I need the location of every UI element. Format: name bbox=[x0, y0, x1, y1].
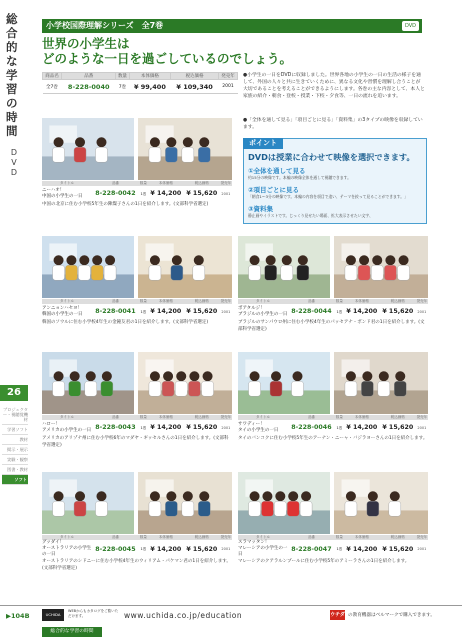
point-item bbox=[248, 204, 424, 219]
product-description: マレーシアのクアラルンプールに住む小学校5年のアミーラさんの1日を紹介します。 bbox=[238, 559, 410, 564]
set-year: 2001 bbox=[218, 80, 237, 94]
product-price: ¥ 14,200 bbox=[346, 545, 378, 553]
uchida-logo: UCHIDA bbox=[42, 609, 64, 621]
footer bbox=[0, 605, 462, 644]
side-menu-item[interactable]: 掲示・展示 bbox=[2, 445, 28, 455]
product-description: タイのバンコクに住む小学校5年生のアーナン・ニーャ・バジラヨーさんの1日を紹介します。 bbox=[238, 436, 428, 441]
series-description-note: ●「全体を通して見る」「項目ごとに見る」「資料集」の3タイプの映像を収録しています。 bbox=[243, 118, 423, 130]
product-title-line-2: 韓国の小学生の一日 bbox=[42, 311, 83, 317]
col-header-tax-price: 税込価格 bbox=[184, 415, 220, 420]
side-category-label bbox=[8, 148, 20, 178]
col-header-title: タイトル bbox=[42, 299, 92, 304]
col-header-year: 発売年 bbox=[218, 73, 237, 80]
product-photos bbox=[42, 236, 232, 298]
product-year: 2001 bbox=[417, 425, 427, 430]
point-item-title: ②項目ごとに見る bbox=[248, 186, 300, 194]
product-photos bbox=[238, 236, 428, 298]
product-year: 2001 bbox=[221, 547, 231, 551]
side-menu-item[interactable]: 図書・教材 bbox=[2, 465, 28, 475]
set-price: ¥ 99,400 bbox=[129, 80, 171, 94]
product-photos bbox=[42, 472, 232, 534]
table-row bbox=[42, 304, 232, 319]
col-header-price: 本体価格 bbox=[148, 535, 184, 540]
col-header-price: 本体価格 bbox=[344, 535, 380, 540]
title-line-2: どのような一日を過ごしているのでしょう。 bbox=[42, 51, 293, 66]
product-description: 中国の北京に住む小学校5年生の陳燦子さんの1日を紹介します。(文部科学省選定) bbox=[42, 202, 209, 207]
side-menu bbox=[2, 405, 28, 485]
page-title bbox=[42, 36, 292, 66]
product-title-line-2: ブラジルの小学生の一日 bbox=[238, 311, 288, 317]
col-header-year: 発売年 bbox=[220, 415, 232, 419]
side-title-char: 学 bbox=[6, 68, 18, 82]
table-row bbox=[42, 540, 232, 558]
product-photo bbox=[138, 236, 232, 298]
product-photo bbox=[42, 236, 134, 298]
product-qty: 1巻 bbox=[336, 547, 343, 551]
col-header-name: 商品名 bbox=[43, 73, 62, 80]
dvd-badge: DVD bbox=[402, 21, 419, 31]
product-photo bbox=[238, 352, 330, 414]
product-description: アメリカのアリゾナ州に住む小学校6年のマダヤ・ギッセルさんの1日を紹介します。(文部科学省選定) bbox=[42, 436, 229, 448]
side-title-char: 間 bbox=[6, 124, 18, 138]
col-header-price: 本体価格 bbox=[344, 415, 380, 420]
col-header-price: 本体価格 bbox=[129, 73, 171, 80]
side-menu-item[interactable]: ソフト bbox=[2, 475, 28, 485]
table-row bbox=[42, 420, 232, 435]
col-header-tax-price: 税込価格 bbox=[184, 299, 220, 304]
product-card bbox=[42, 236, 232, 327]
side-section-title bbox=[6, 12, 20, 138]
product-photo bbox=[238, 236, 330, 298]
product-title bbox=[238, 420, 288, 435]
product-title-line-1: ボアタルジ！ bbox=[238, 305, 265, 311]
point-item-desc: 約15分の映像です。本編の映像全体を通して視聴できます。 bbox=[248, 175, 351, 180]
product-code: 8-228-0047 bbox=[291, 545, 332, 553]
side-title-char: の bbox=[6, 96, 18, 110]
product-description: ブラジルのサンパウロ州に住む小学校4年生のパッセアナ・ボンド君の1日を紹介します。(文部科学省選定) bbox=[238, 320, 425, 332]
product-tax-price: ¥ 15,620 bbox=[186, 308, 218, 315]
product-title-line-1: グッダイ！ bbox=[42, 540, 65, 545]
col-header-tax-price: 税込価格 bbox=[380, 415, 416, 420]
product-photos bbox=[42, 352, 232, 414]
product-title-line-2: 中国の小学生の一日 bbox=[42, 193, 83, 199]
product-qty: 1巻 bbox=[140, 309, 147, 314]
product-photo bbox=[334, 236, 428, 298]
product-title bbox=[238, 540, 288, 558]
col-header-title: タイトル bbox=[238, 299, 288, 304]
product-price: ¥ 14,200 bbox=[150, 308, 182, 315]
col-header-title: タイトル bbox=[42, 415, 92, 420]
point-headline: DVDは授業に合わせて映像を選択できます。 bbox=[248, 152, 415, 162]
table-row bbox=[238, 420, 428, 435]
product-photo bbox=[42, 472, 134, 534]
product-year: 2001 bbox=[221, 191, 231, 196]
product-title-line-1: アンニョンハセヨ！ bbox=[42, 305, 83, 311]
side-title-char: 総 bbox=[6, 12, 18, 26]
col-header-price: 本体価格 bbox=[148, 299, 184, 304]
series-bar bbox=[42, 19, 422, 33]
product-qty: 1巻 bbox=[336, 425, 343, 430]
product-description: 韓国のソウルに住む小学校4年生の金鐘友君の1日を紹介します。(文部科学省選定) bbox=[42, 320, 209, 325]
side-title-char: 時 bbox=[6, 110, 18, 124]
product-description: オーストラリアのシドニーに住む小学校4年生のウィリアム・パケマン君の1日を紹介します。(文部科学省選定) bbox=[42, 559, 231, 571]
product-title-line-2: タイの小学生の一日 bbox=[238, 427, 279, 433]
point-item-title: ③資料集 bbox=[248, 205, 274, 213]
product-title-line-1: ニーハオ！ bbox=[42, 187, 65, 193]
product-price: ¥ 14,200 bbox=[150, 424, 182, 431]
side-menu-item[interactable]: 学習ソフト bbox=[2, 425, 28, 435]
col-header-tax-price: 税込価格 bbox=[380, 299, 416, 304]
product-tax-price: ¥ 15,620 bbox=[186, 545, 218, 553]
side-page-number: 26 bbox=[0, 385, 28, 401]
product-table bbox=[42, 535, 232, 558]
col-header-tax-price: 税込価格 bbox=[184, 181, 220, 186]
product-tax-price: ¥ 15,620 bbox=[186, 424, 218, 431]
product-price: ¥ 14,200 bbox=[150, 190, 182, 197]
product-code: 8-228-0043 bbox=[95, 424, 136, 431]
col-header-year: 発売年 bbox=[220, 535, 232, 539]
product-title bbox=[42, 304, 92, 319]
col-header-tax-price: 税込価格 bbox=[184, 535, 220, 540]
product-table bbox=[238, 415, 428, 435]
bellmark-text: の教育機器はベルマークで購入できます。 bbox=[348, 613, 435, 618]
product-year: 2001 bbox=[417, 547, 427, 551]
product-qty: 1巻 bbox=[336, 309, 343, 314]
product-year: 2001 bbox=[221, 425, 231, 430]
product-tax-price: ¥ 15,620 bbox=[382, 545, 414, 553]
col-header-price: 本体価格 bbox=[148, 181, 184, 186]
col-header-code: 品番 bbox=[288, 299, 335, 304]
product-tax-price: ¥ 15,620 bbox=[186, 190, 218, 197]
product-code: 8-228-0046 bbox=[291, 424, 332, 431]
point-item-desc: 「朝食1〜3分の映像です。本編の内容を項目で追い、テーマを絞って見ることができます。」 bbox=[248, 194, 408, 199]
product-code: 8-228-0045 bbox=[95, 545, 136, 553]
bellmark-badge: ウチダ bbox=[330, 612, 345, 618]
col-header-price: 本体価格 bbox=[148, 415, 184, 420]
table-row bbox=[238, 540, 428, 558]
point-item-title: ①全体を通して見る bbox=[248, 167, 306, 175]
table-row bbox=[42, 186, 232, 201]
col-header-code: 品番 bbox=[61, 73, 115, 80]
col-header-qty: 数量 bbox=[116, 73, 129, 80]
point-tab: ポイント bbox=[243, 138, 283, 149]
product-price: ¥ 14,200 bbox=[346, 424, 378, 431]
col-header-title: タイトル bbox=[42, 181, 92, 186]
product-price: ¥ 14,200 bbox=[346, 308, 378, 315]
product-price: ¥ 14,200 bbox=[150, 545, 182, 553]
col-header-tax-price: 税込価格 bbox=[171, 73, 219, 80]
product-title-line-1: スラマッタン！ bbox=[238, 540, 270, 545]
col-header-year: 発売年 bbox=[220, 181, 232, 185]
product-title-line-2: オーストラリアの小学生の一日 bbox=[42, 546, 92, 557]
product-card bbox=[42, 352, 232, 449]
product-card bbox=[238, 472, 428, 566]
product-card bbox=[42, 118, 232, 209]
product-table bbox=[42, 181, 232, 201]
col-header-title: タイトル bbox=[42, 535, 92, 540]
col-header-code: 品番 bbox=[288, 535, 335, 540]
product-card bbox=[42, 472, 232, 572]
product-qty: 1巻 bbox=[140, 425, 147, 430]
col-header-qty: 数量 bbox=[139, 535, 147, 539]
col-header-tax-price: 税込価格 bbox=[380, 535, 416, 540]
product-title bbox=[42, 540, 92, 558]
product-code: 8-228-0042 bbox=[95, 190, 136, 197]
side-sub-char: D bbox=[10, 168, 18, 177]
col-header-year: 発売年 bbox=[416, 415, 428, 419]
product-tax-price: ¥ 15,620 bbox=[382, 308, 414, 315]
side-menu-item[interactable]: プロジェクター・視聴覚機材 bbox=[2, 405, 28, 425]
product-title-line-2: マレーシアの小学生の一日 bbox=[238, 546, 288, 557]
title-line-1: 世界の小学生は bbox=[42, 36, 130, 51]
product-title bbox=[42, 186, 92, 201]
series-title: 小学校国際理解シリーズ 全7巻 bbox=[46, 21, 164, 30]
col-header-code: 品番 bbox=[288, 415, 335, 420]
product-card bbox=[238, 236, 428, 333]
col-header-qty: 数量 bbox=[335, 299, 343, 303]
product-photo bbox=[334, 352, 428, 414]
side-title-char: 的 bbox=[6, 40, 18, 54]
side-title-char: な bbox=[6, 54, 18, 68]
col-header-price: 本体価格 bbox=[344, 299, 380, 304]
product-qty: 1巻 bbox=[140, 547, 147, 551]
product-photo bbox=[138, 118, 232, 180]
website-link[interactable]: www.uchida.co.jp/education bbox=[124, 611, 243, 620]
col-header-code: 品番 bbox=[92, 415, 139, 420]
product-code: 8-228-0041 bbox=[95, 308, 136, 315]
product-card bbox=[238, 352, 428, 443]
col-header-code: 品番 bbox=[92, 181, 139, 186]
side-title-char: 合 bbox=[6, 26, 18, 40]
side-title-char: 習 bbox=[6, 82, 18, 96]
product-title bbox=[42, 420, 92, 435]
table-row bbox=[43, 80, 238, 94]
col-header-qty: 数量 bbox=[335, 535, 343, 539]
product-tax-price: ¥ 15,620 bbox=[382, 424, 414, 431]
product-title-line-1: サワディー！ bbox=[238, 421, 265, 427]
point-item bbox=[248, 185, 424, 200]
product-photo bbox=[334, 472, 428, 534]
col-header-year: 発売年 bbox=[220, 299, 232, 303]
set-tax-price: ¥ 109,340 bbox=[171, 80, 219, 94]
set-name: 全7巻 bbox=[43, 80, 62, 94]
product-year: 2001 bbox=[417, 309, 427, 314]
col-header-qty: 数量 bbox=[335, 415, 343, 419]
series-description: ●小学生の一日をDVDに収録しました。世界各地の小学生の一日の生活の様子を通して、外国の人々と共に生きていくために、異なる文化や習慣を理解し合うことが大切であることを考えることができるようにします。各巻の主な内容として、本人と家族の紹介・朝食・登校・授業・下校・夕食等、一日の流れを追います。 bbox=[243, 73, 425, 99]
col-header-qty: 数量 bbox=[139, 415, 147, 419]
product-photos bbox=[238, 352, 428, 414]
product-photo bbox=[42, 118, 134, 180]
set-product-table bbox=[42, 72, 238, 94]
side-menu-item[interactable]: 教材 bbox=[2, 435, 28, 445]
product-year: 2001 bbox=[221, 309, 231, 314]
col-header-code: 品番 bbox=[92, 299, 139, 304]
product-photo bbox=[138, 352, 232, 414]
set-qty: 7巻 bbox=[116, 80, 129, 94]
set-code: 8-228-0040 bbox=[61, 80, 115, 94]
side-sub-char: D bbox=[10, 148, 18, 157]
side-menu-item[interactable]: 実験・観察 bbox=[2, 455, 28, 465]
col-header-title: タイトル bbox=[238, 535, 288, 540]
col-header-year: 発売年 bbox=[416, 299, 428, 303]
product-title bbox=[238, 304, 288, 319]
product-photo bbox=[42, 352, 134, 414]
product-table bbox=[42, 415, 232, 435]
product-photo bbox=[138, 472, 232, 534]
product-table bbox=[238, 299, 428, 319]
product-photos bbox=[238, 472, 428, 534]
side-sub-char: V bbox=[11, 158, 17, 167]
bottom-category-label: 総合的な学習の時間 bbox=[42, 627, 102, 637]
product-title-line-1: ハロー！ bbox=[42, 421, 60, 427]
product-table bbox=[238, 535, 428, 558]
col-header-code: 品番 bbox=[92, 535, 139, 540]
product-title-line-2: アメリカの小学生の一日 bbox=[42, 427, 92, 433]
footer-divider bbox=[0, 605, 462, 606]
product-table bbox=[42, 299, 232, 319]
catalog-text: WEBからもカタログをご覧いただけます。 bbox=[68, 609, 119, 618]
product-qty: 1巻 bbox=[140, 191, 147, 196]
point-item-desc: 静止画やイラストです。じっくり見せたい場面、拡大表示させたい文字、 bbox=[248, 213, 373, 218]
product-photo bbox=[238, 472, 330, 534]
product-photos bbox=[42, 118, 232, 180]
point-item bbox=[248, 166, 424, 181]
col-header-year: 発売年 bbox=[416, 535, 428, 539]
footer-page-number: ▶104B bbox=[6, 612, 30, 620]
table-row bbox=[238, 304, 428, 319]
side-index bbox=[0, 0, 28, 644]
col-header-title: タイトル bbox=[238, 415, 288, 420]
col-header-qty: 数量 bbox=[139, 181, 147, 185]
product-code: 8-228-0044 bbox=[291, 308, 332, 315]
col-header-qty: 数量 bbox=[139, 299, 147, 303]
point-box bbox=[243, 138, 427, 224]
